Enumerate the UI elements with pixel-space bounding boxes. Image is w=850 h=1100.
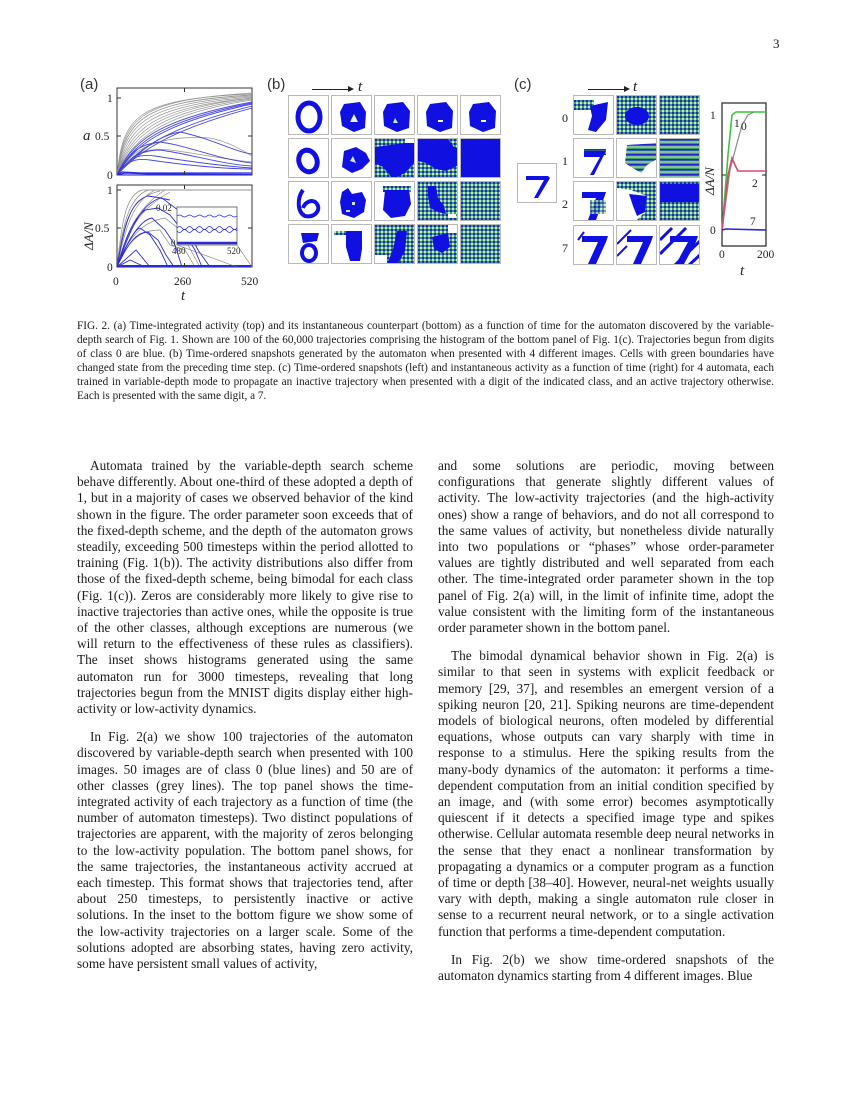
- panel-a-xtick-0: 0: [113, 276, 119, 288]
- panel-a-xtick-520: 520: [241, 276, 259, 288]
- panel-c-ytick-0: 0: [710, 225, 716, 237]
- snapshot-b-r2-c2: [331, 138, 372, 178]
- panel-a-bottom-ytick-0: 0: [107, 262, 113, 274]
- snapshot-c-r2-c2: [616, 181, 657, 221]
- panel-b-label: (b): [267, 76, 286, 93]
- panel-c-row-label-2: 2: [562, 197, 568, 211]
- panel-a-top-ytick-05: 0.5: [95, 131, 110, 143]
- panel-c-xtick-0: 0: [719, 249, 725, 261]
- snapshot-b-r4-c5: [460, 224, 501, 264]
- snapshot-c-r7-c2: [616, 225, 657, 265]
- svg-text:520: 520: [227, 246, 241, 256]
- snapshot-c-r2-c1: [573, 181, 614, 221]
- snapshot-b-r4-c2: [331, 224, 372, 264]
- svg-text:0.02: 0.02: [156, 203, 172, 213]
- snapshot-c-r7-c3: [659, 225, 700, 265]
- figure-2: [0, 0, 850, 304]
- snapshot-c-r0-c2: [616, 95, 657, 135]
- snapshot-b-r4-c4: [417, 224, 458, 264]
- panel-a-xtick-260: 260: [174, 276, 192, 288]
- panel-c-label: (c): [514, 76, 532, 93]
- snapshot-c-r2-c3: [659, 181, 700, 221]
- snapshot-b-r3-c2: [331, 181, 372, 221]
- body-column-left: [77, 458, 413, 984]
- panel-c-ylabel: ΔA/N: [702, 167, 717, 195]
- snapshot-b-r2-c5: [460, 138, 501, 178]
- panel-c-xtick-200: 200: [757, 249, 775, 261]
- panel-c-row-label-0: 0: [562, 111, 568, 125]
- snapshot-b-r1-c3: [374, 95, 415, 135]
- page-number: 3: [773, 36, 780, 51]
- snapshot-c-r0-c3: [659, 95, 700, 135]
- snapshot-b-r3-c5: [460, 181, 501, 221]
- panel-c-row-label-7: 7: [562, 241, 568, 255]
- snapshot-b-r2-c4: [417, 138, 458, 178]
- snapshot-b-r4-c3: [374, 224, 415, 264]
- panel-a-charts: [70, 80, 270, 305]
- snapshot-b-r1-c5: [460, 95, 501, 135]
- snapshot-b-r3-c1: [288, 181, 329, 221]
- panel-c-time-label: t: [633, 79, 638, 95]
- paragraph: In Fig. 2(a) we show 100 trajectories of the automaton discovered by variable-depth search when presented with 100 images. 50 images are of class 0 (blue lines) and 50 are of other classes (grey lines). The top panel shows the time-integrated activity of each trajectory as a function of time (the number of automaton timesteps). Two distinct populations of trajectories are apparent, with the majority of zeros belonging to the low-activity population. The bottom panel shows, for the same trajectories, the instantaneous activity accrued at each timestep. This format shows that trajectories tend, after about 250 timesteps, to persistently inactive or active solutions. In the inset to the bottom figure we show some of the low-activity trajectories on a larger scale. Some of the solutions adopted are absorbing states, having zero activity, some have persistent small values of activity,: [77, 729, 413, 972]
- snapshot-b-r1-c2: [331, 95, 372, 135]
- snapshot-b-r4-c1: [288, 224, 329, 264]
- panel-c-ytick-1: 1: [710, 110, 716, 122]
- time-arrow-c: [588, 89, 628, 90]
- snapshot-b-r2-c3: [374, 138, 415, 178]
- snapshot-c-r0-c1: [573, 95, 614, 135]
- snapshot-c-r1-c2: [616, 138, 657, 178]
- panel-c-row-label-1: 1: [562, 154, 568, 168]
- panel-c-activity-chart: [700, 95, 810, 285]
- snapshot-b-r3-c4: [417, 181, 458, 221]
- paragraph: The bimodal dynamical behavior shown in Fig. 2(a) is similar to that seen in systems with explicit feedback or memory [29, 37], and resembles an emergent version of a spiking neuron [20, 21]. Spiking neurons are time-dependent models of biological neurons, often modeled by differential equations, whose outputs can vary sharply with time in response to a stimulus. Here the spiking results from the many-body dynamics of the automaton: it performs a time-dependent computation from an initial condition specified by an image, and (with some error) becomes asymptotically quiescent if it detects a specified image type and spikes otherwise. Cellular automata resemble deep neural networks in the sense that they enact a nonlinear transformation by propagating a dynamics or a computer program as a function of time or depth [38–40]. However, neural-net weights usually vary with depth, making a single automaton rule closer in sense to a recurrent neural network, or to a single activation function that performs a time-dependent computation.: [438, 648, 774, 939]
- snapshot-c-r1-c1: [573, 138, 614, 178]
- panel-a-top-ytick-1: 1: [107, 93, 113, 105]
- paragraph: Automata trained by the variable-depth search scheme behave differently. About one-third of these adopted a depth of 1, but in a majority of cases we observed behavior of the kind shown in the figure. The order parameter soon exceeds that of the fixed-depth scheme, and the depth of the automaton grows steadily, exceeding 500 timesteps within the period allotted to training (Fig. 1(b)). The activity distributions also differ from those of the fixed-depth scheme, being bimodal for each class (Fig. 1(c)). Zeros are considerably more likely to give rise to inactive trajectories than active ones, while the opposite is true of the other classes, although exceptions are numerous (we will return to the effectiveness of these rules as classifiers). The inset shows histograms generated using the same automaton run for 3000 timesteps, revealing that long trajectories begun from the MNIST digits display either high-activity or low-activity dynamics.: [77, 458, 413, 717]
- panel-a-label: (a): [80, 76, 99, 93]
- curve-label-1: 1: [734, 118, 740, 130]
- input-digit-seven: [517, 163, 557, 203]
- body-column-right: [438, 458, 774, 996]
- curve-label-7: 7: [750, 216, 756, 228]
- panel-a-xlabel: t: [181, 288, 186, 304]
- time-arrow-b: [312, 89, 352, 90]
- snapshot-b-r2-c1: [288, 138, 329, 178]
- panel-a-bottom-ytick-05: 0.5: [95, 223, 110, 235]
- paragraph: In Fig. 2(b) we show time-ordered snapshots of the automaton dynamics starting from 4 different images. Blue: [438, 951, 774, 984]
- snapshot-b-r3-c3: [374, 181, 415, 221]
- snapshot-c-r1-c3: [659, 138, 700, 178]
- curve-label-2: 2: [752, 178, 758, 190]
- svg-text:480: 480: [172, 246, 186, 256]
- panel-a-bottom-ytick-1: 1: [107, 185, 113, 197]
- svg-text:0: 0: [171, 238, 176, 248]
- panel-a-top-ylabel: a: [83, 128, 91, 144]
- snapshot-b-r1-c1: [288, 95, 329, 135]
- curve-label-0: 0: [741, 121, 747, 133]
- panel-a-bottom-ylabel: ΔA/N: [81, 222, 96, 250]
- snapshot-b-r1-c4: [417, 95, 458, 135]
- snapshot-c-r7-c1: [573, 225, 614, 265]
- paragraph: and some solutions are periodic, moving between configurations that generate slightly different values of activity. The low-activity trajectories (and the high-activity ones) show a range of behaviors, and do not all correspond to the same values of activity, but nonetheless divide naturally into two populations or “phases” whose order-parameter values are tightly distributed and well separated from each other. The time-integrated order parameter shown in the top panel of Fig. 2(a) will, in the limit of infinite time, adopt the value consistent with the limiting form of the instantaneous order parameter shown in the bottom panel.: [438, 458, 774, 636]
- figure-caption: FIG. 2. (a) Time-integrated activity (top) and its instantaneous counterpart (bottom) as a function of time for the automaton discovered by the variable-depth search of Fig. 1. Shown are 100 of the 60,000 trajectories comprising the histogram of the bottom panel of Fig. 1(c). Trajectories begun from digits of class 0 are blue. (b) Time-ordered snapshots generated by the automaton when presented with 4 different images. Cells with green boundaries have changed state from the preceding time step. (c) Time-ordered snapshots (left) and instantaneous activity as a function of time (right) for 4 automata, each trained in variable-depth mode to propagate an inactive trajectory when presented with a digit of the indicated class, and an active trajectory otherwise. Each is presented with the same digit, a 7.: [77, 320, 774, 403]
- panel-c-xlabel: t: [740, 263, 745, 279]
- panel-a-top-ytick-0: 0: [107, 170, 113, 182]
- panel-b-time-label: t: [358, 79, 363, 95]
